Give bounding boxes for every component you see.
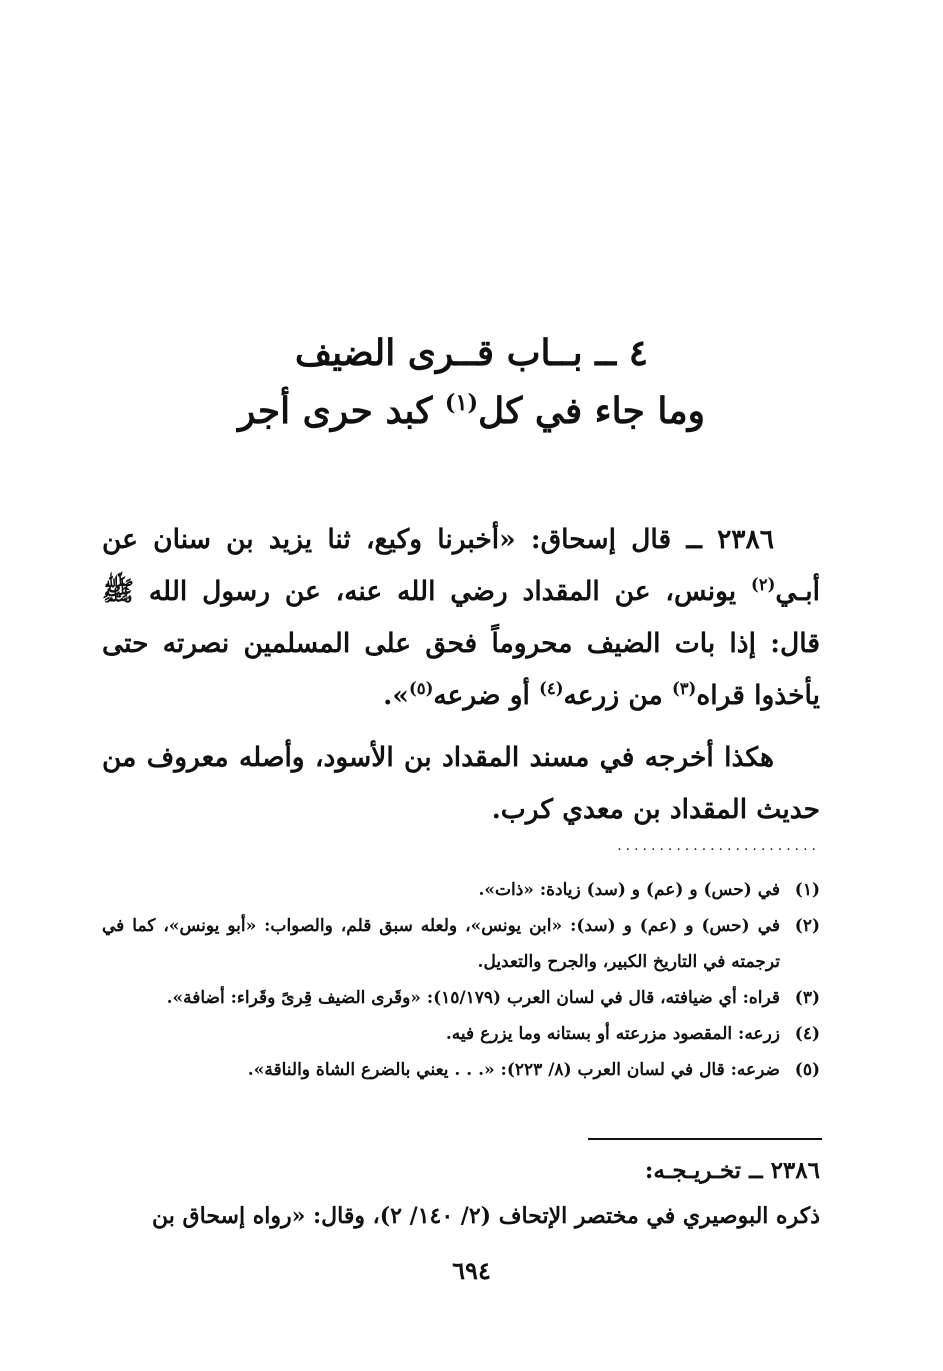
commentary-paragraph: هكذا أخرجه في مسند المقداد بن الأسود، وأصله معروف من حديث المقداد بن معدي كرب. (102, 742, 820, 825)
footnote-separator: ........................ (617, 838, 820, 854)
footnote-ref: (١) (444, 390, 478, 416)
takhrij-section (102, 1150, 820, 1240)
takhrij-heading: ٢٣٨٦ ــ تخـريـجـه: (644, 1157, 820, 1184)
footnote-text: في (حس) و (عم) و (سد): «ابن يونس»، ولعله سبق قلم، والصواب: «أبو يونس»، كما في ترجمته في التاريخ الكبير، والجرح والتعديل. (102, 916, 780, 972)
footnote (102, 1016, 820, 1052)
footnote-ref: (٢) (751, 575, 776, 595)
footnote-text: في (حس) و (عم) و (سد) زيادة: «ذات». (478, 880, 780, 900)
footnote-text: زرعه: المقصود مزرعته أو بستانه وما يزرع فيه. (445, 1024, 780, 1044)
subtitle-text: كبد حرى أجر (237, 390, 445, 432)
footnote-number: (٢) (794, 916, 820, 936)
hadith-text: أو ضرعه (433, 680, 540, 711)
footnote (102, 1052, 820, 1088)
footnote-text: ضرعه: قال في لسان العرب (٨/ ٢٢٣): «. . . يعني بالضرع الشاة والناقة». (247, 1060, 780, 1080)
footnote-number: (٤) (794, 1024, 820, 1044)
page-number: ٦٩٤ (452, 1256, 491, 1285)
subtitle-text: وما جاء في كل (478, 390, 706, 432)
takhrij-rule (588, 1138, 822, 1140)
hadith-text: ٢٣٨٦ ــ قال إسحاق: «أخبرنا وكيع، ثنا يزيد بن سنان عن أبـي (102, 524, 820, 607)
footnote (102, 908, 820, 980)
chapter-heading (150, 325, 793, 441)
chapter-title: ٤ ــ بــاب قــرى الضيف (294, 332, 649, 374)
chapter-subtitle (150, 381, 793, 441)
footnotes (102, 872, 820, 1088)
footnote-text: قراه: أي ضيافته، قال في لسان العرب (١٥/١٧٩): «وقَرى الضيف قِرىً وقَراء: أضافة». (166, 988, 780, 1008)
footnote-ref: (٤) (539, 679, 564, 699)
footnote (102, 980, 820, 1016)
footnote (102, 872, 820, 908)
hadith-text: من زرعه (563, 680, 672, 711)
hadith-text: ». (383, 680, 409, 711)
hadith-text: يونس، عن المقداد رضي الله عنه، عن رسول الله ﷺ قال: إذا بات الضيف محروماً فحق على المسلمين نصرته حتى يأخذوا قراه (102, 576, 820, 711)
takhrij-text: ذكره البوصيري في مختصر الإتحاف (٢/ ١٤٠/ ٢)، وقال: «رواه إسحاق بن (152, 1203, 820, 1229)
footnote-number: (١) (794, 880, 820, 900)
hadith-paragraph (102, 514, 820, 722)
footnote-number: (٥) (794, 1060, 820, 1080)
footnote-ref: (٣) (671, 679, 697, 699)
footnote-ref: (٥) (408, 679, 434, 699)
main-text (102, 514, 820, 836)
footnote-number: (٣) (794, 988, 820, 1008)
